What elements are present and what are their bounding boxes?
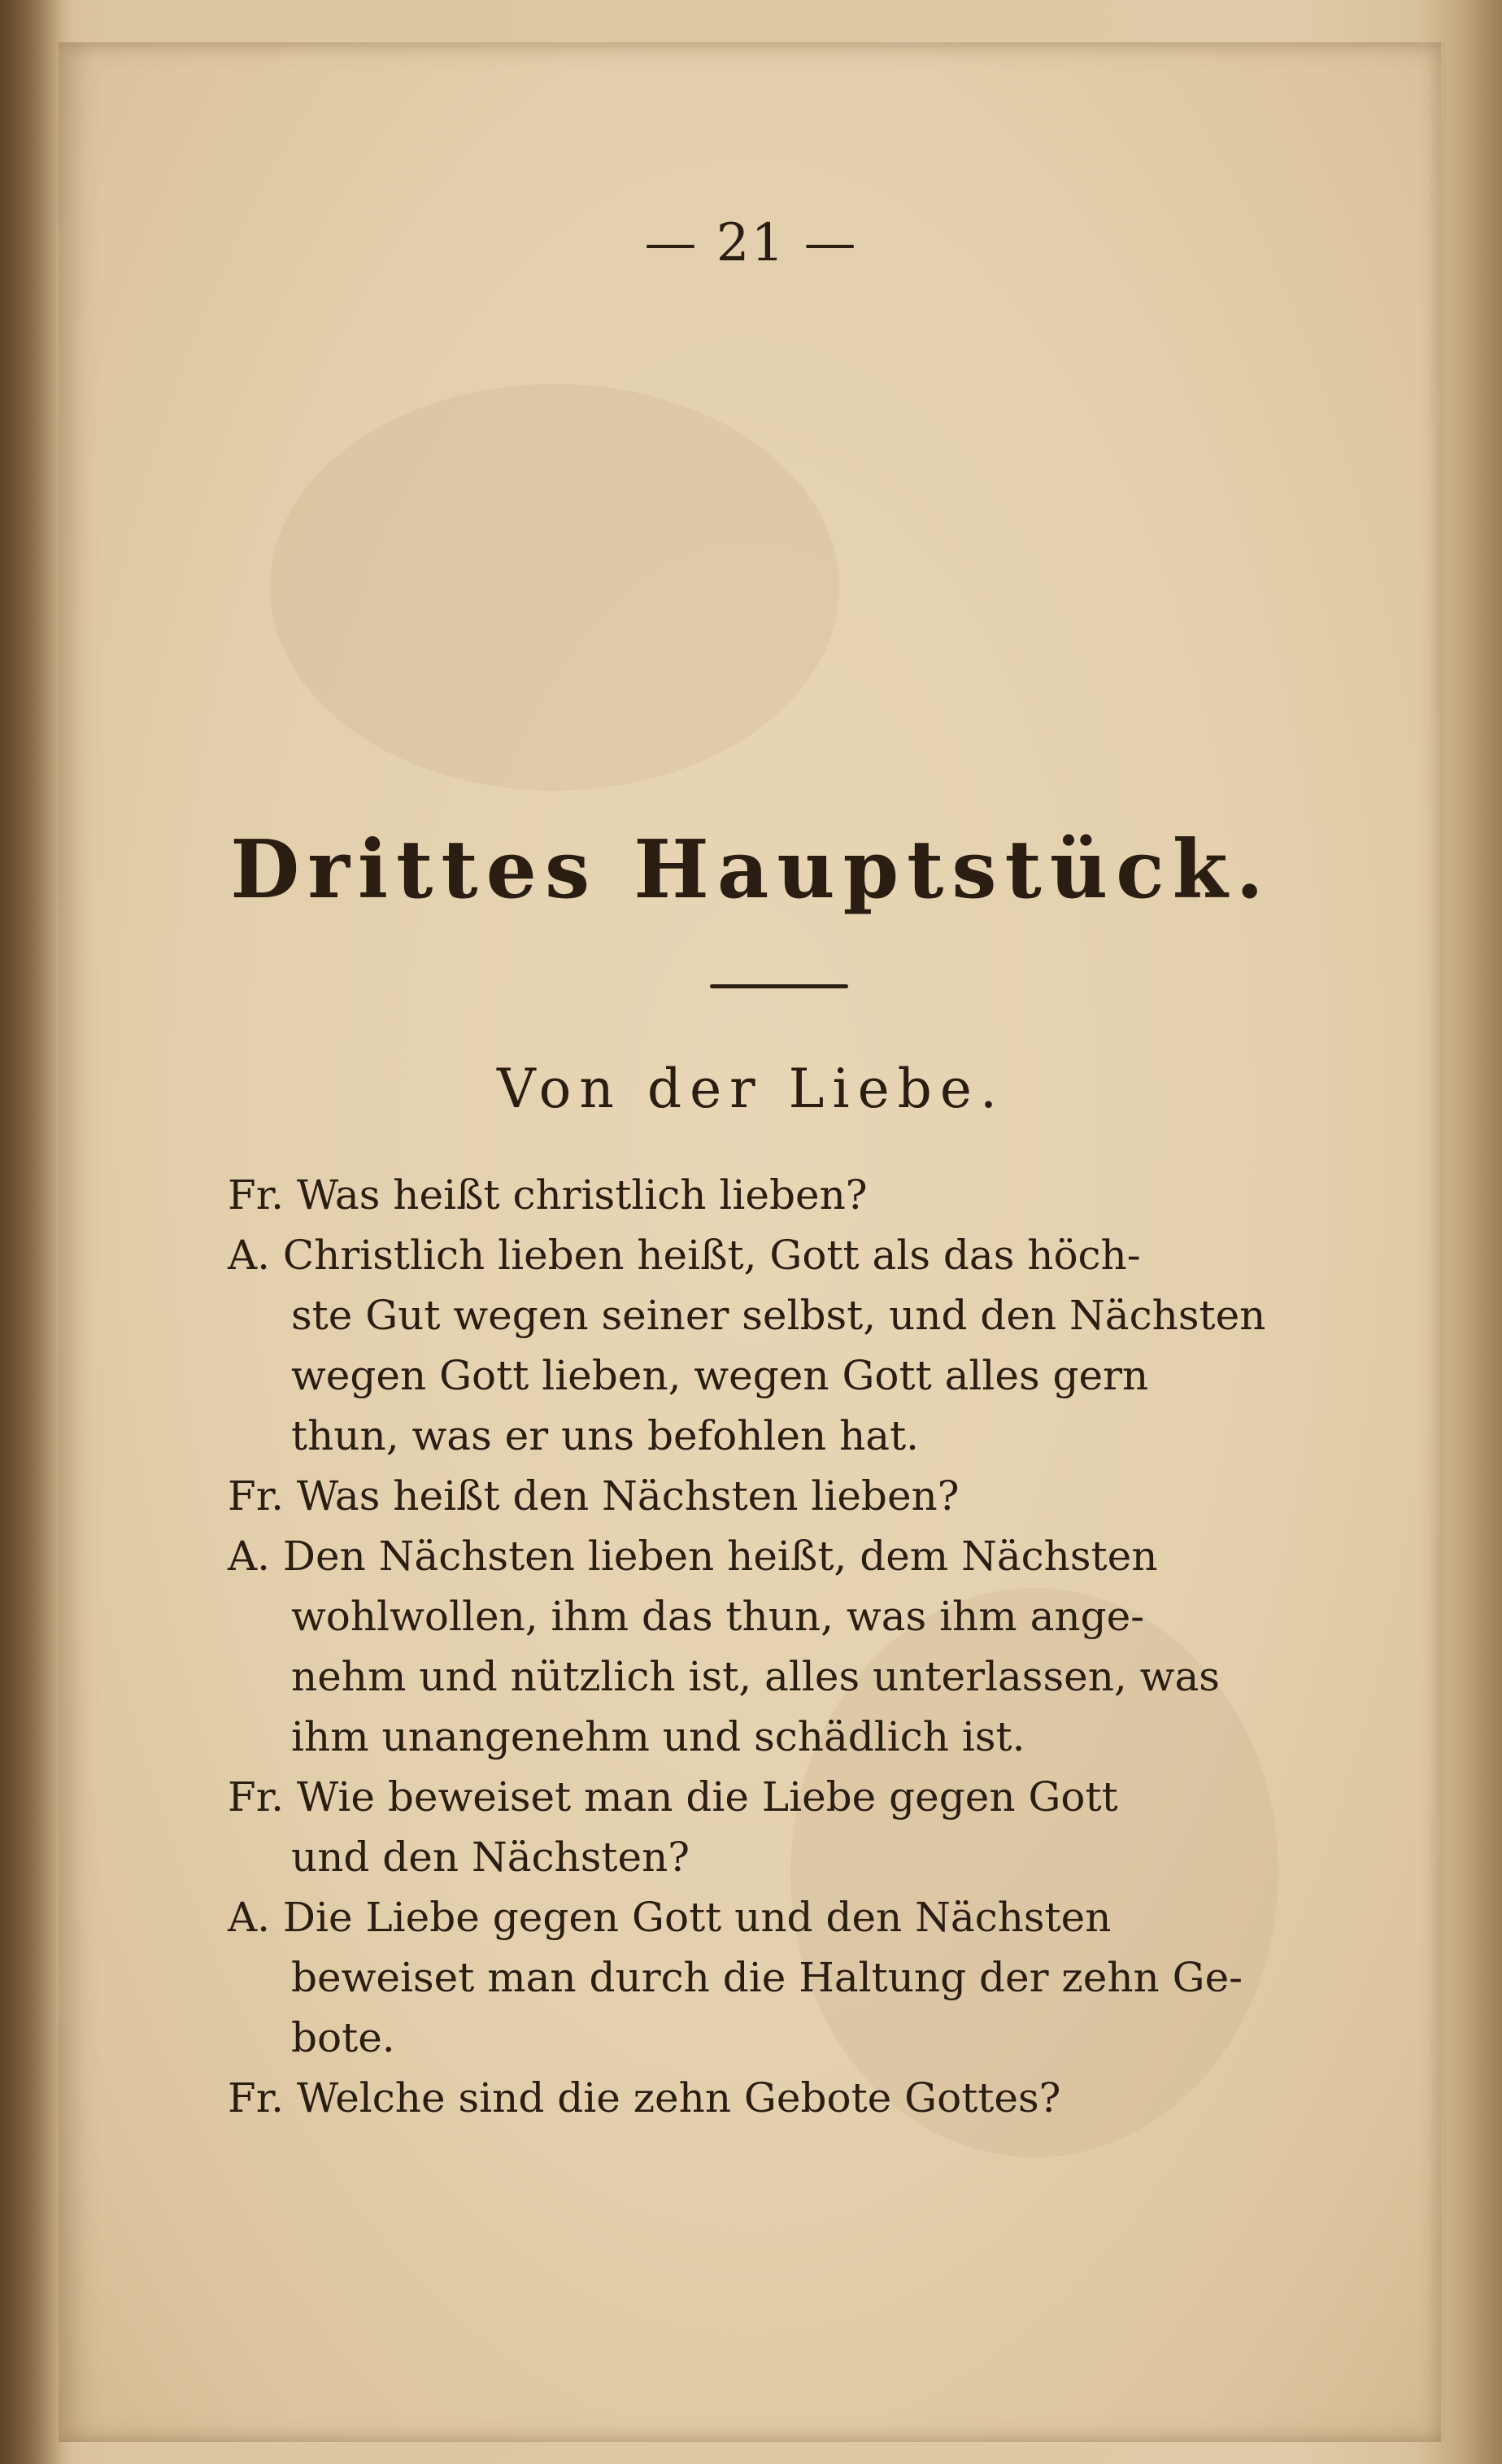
text-line: Fr. Wie beweiset man die Liebe gegen Gott [228,1773,1118,1821]
text-line: thun, was er uns befohlen hat. [291,1412,920,1459]
text-line: wohlwollen, ihm das thun, was ihm ange- [291,1593,1145,1640]
text-line: Fr. Was heißt christlich lieben? [228,1171,868,1219]
qa-paragraph [228,1887,1277,2068]
catechism-text [228,1165,1277,2128]
text-line: beweiset man durch die Haltung der zehn Ge- [291,1954,1243,2001]
qa-paragraph [228,1466,1277,1526]
chapter-subtitle: Von der Liebe. [497,1058,1005,1120]
text-line: Fr. Was heißt den Nächsten lieben? [228,1472,960,1520]
qa-paragraph [228,2068,1277,2128]
text-line: A. Den Nächsten lieben heißt, dem Nächsten [228,1533,1158,1580]
qa-paragraph [228,1767,1277,1887]
text-line: ihm unangenehm und schädlich ist. [291,1713,1025,1760]
qa-paragraph [228,1225,1277,1466]
text-line: nehm und nützlich ist, alles unterlassen, was [291,1653,1220,1700]
text-line: und den Nächsten? [291,1834,690,1881]
text-line: Fr. Welche sind die zehn Gebote Gottes? [228,2074,1061,2122]
text-line: A. Christlich lieben heißt, Gott als das höch- [228,1232,1141,1279]
qa-paragraph [228,1165,1277,1225]
chapter-title: Drittes Hauptstück. [230,823,1272,917]
title-rule [710,984,848,988]
text-line: wegen Gott lieben, wegen Gott alles gern [291,1352,1149,1399]
paper-stain [270,384,839,791]
binding-shadow [0,0,63,2464]
text-line: bote. [291,2014,395,2061]
text-line: ste Gut wegen seiner selbst, und den Nächsten [291,1292,1266,1339]
page-number: — 21 — [644,213,858,273]
qa-paragraph [228,1526,1277,1767]
text-line: A. Die Liebe gegen Gott und den Nächsten [228,1894,1112,1941]
